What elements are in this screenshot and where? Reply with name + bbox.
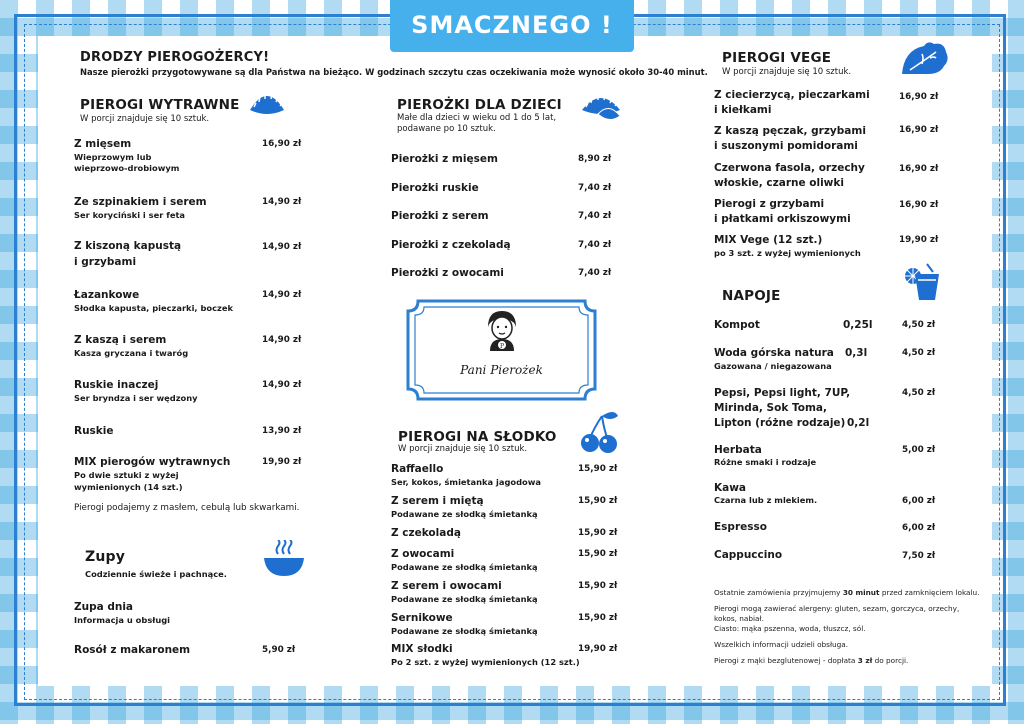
item-price: 7,40 zł <box>578 211 612 221</box>
item-name-line2: włoskie, czarne oliwki <box>714 177 844 189</box>
item-price: 15,90 zł <box>578 496 618 506</box>
item-price: 7,50 zł <box>902 551 936 561</box>
item-name: Ruskie inaczej <box>74 379 159 391</box>
item-name: Z czekoladą <box>391 527 461 539</box>
item-name: MIX słodki <box>391 643 453 655</box>
item-desc: Podawane ze słodką śmietanką <box>391 509 538 519</box>
item-name-line2: i płatkami orkiszowymi <box>714 213 851 225</box>
item-price: 15,90 zł <box>578 613 618 623</box>
item-name: Herbata <box>714 444 762 456</box>
item-desc: Ser, kokos, śmietanka jagodowa <box>391 477 541 487</box>
item-name: Pierożki z owocami <box>391 267 504 279</box>
item-name: Rosół z makaronem <box>74 644 191 656</box>
item-name: Z mięsem <box>74 138 132 150</box>
info-note: Wszelkich informacji udzieli obsługa. <box>714 640 849 649</box>
logo <box>404 297 599 403</box>
note-text: przed zamknięciem lokalu. <box>879 588 980 597</box>
item-name: Pierogi z grzybami <box>714 198 825 210</box>
item-name: Cappuccino <box>714 549 783 561</box>
item-price: 19,90 zł <box>262 457 302 467</box>
slodko-title: PIEROGI NA SŁODKO <box>398 429 557 445</box>
note-text: Ostatnie zamówienia przyjmujemy <box>714 588 843 597</box>
drink-glass-icon <box>903 262 943 302</box>
item-price: 4,50 zł <box>902 348 936 358</box>
item-size: 0,2l <box>847 417 870 429</box>
item-name: Ze szpinakiem i serem <box>74 196 207 208</box>
item-desc: Po 2 szt. z wyżej wymienionych (12 szt.) <box>391 657 580 667</box>
item-desc: wymienionych (14 szt.) <box>74 482 183 492</box>
item-price: 15,90 zł <box>578 581 618 591</box>
item-desc: Podawane ze słodką śmietanką <box>391 594 538 604</box>
item-price: 14,90 zł <box>262 380 302 390</box>
item-name: Z serem i miętą <box>391 495 484 507</box>
allergens-note: Pierogi mogą zawierać alergeny: gluten, sezam, gorczyca, orzechy, <box>714 604 960 613</box>
item-name: MIX Vege (12 szt.) <box>714 234 823 246</box>
napoje-title: NAPOJE <box>722 288 781 304</box>
slodko-subtitle: W porcji znajduje się 10 sztuk. <box>398 444 528 454</box>
item-desc: Różne smaki i rodzaje <box>714 457 817 467</box>
chef-woman-icon <box>484 311 520 351</box>
item-price: 7,40 zł <box>578 268 612 278</box>
item-price: 19,90 zł <box>899 235 939 245</box>
item-name: Z owocami <box>391 548 455 560</box>
wytrawne-subtitle: W porcji znajduje się 10 sztuk. <box>80 114 210 124</box>
vege-subtitle: W porcji znajduje się 10 sztuk. <box>722 67 852 77</box>
closing-note <box>714 588 980 598</box>
item-price: 7,40 zł <box>578 240 612 250</box>
item-name: Kawa <box>714 482 747 494</box>
item-price: 16,90 zł <box>899 92 939 102</box>
dzieci-subtitle: podawane po 10 sztuk. <box>397 124 496 134</box>
item-desc: Kasza gryczana i twaróg <box>74 348 189 358</box>
item-desc: wieprzowo-drobiowym <box>74 163 180 173</box>
item-name: Pierożki z czekoladą <box>391 239 511 251</box>
item-price: 14,90 zł <box>262 290 302 300</box>
item-price: 7,40 zł <box>578 183 612 193</box>
item-desc: Po dwie sztuki z wyżej <box>74 470 179 480</box>
item-price: 5,90 zł <box>262 645 296 655</box>
dumpling-icon <box>248 88 286 118</box>
wytrawne-footnote: Pierogi podajemy z masłem, cebulą lub skwarkami. <box>74 503 300 513</box>
allergens-note: kokos, nabiał. <box>714 614 764 623</box>
item-name-line2: i grzybami <box>74 256 137 268</box>
item-name: Espresso <box>714 521 767 533</box>
svg-text:P: P <box>499 343 505 350</box>
item-price: 5,00 zł <box>902 445 936 455</box>
item-price: 15,90 zł <box>578 464 618 474</box>
zupy-subtitle: Codziennie świeże i pachnące. <box>85 569 227 579</box>
item-name: Pierożki z serem <box>391 210 489 222</box>
note-text: do porcji. <box>872 656 909 665</box>
soup-bowl-icon <box>262 540 306 578</box>
item-price: 14,90 zł <box>262 197 302 207</box>
note-text: Pierogi z mąki bezglutenowej - dopłata <box>714 656 858 665</box>
item-name-line2: Mirinda, Sok Toma, <box>714 402 827 414</box>
item-name: MIX pierogów wytrawnych <box>74 456 231 468</box>
item-name: Czerwona fasola, orzechy <box>714 162 865 174</box>
item-price: 14,90 zł <box>262 335 302 345</box>
logo-text: Pani Pierożek <box>460 363 543 377</box>
wytrawne-title: PIEROGI WYTRAWNE <box>80 97 240 113</box>
item-desc: po 3 szt. z wyżej wymienionych <box>714 248 861 258</box>
item-desc: Podawane ze słodką śmietanką <box>391 562 538 572</box>
item-price: 15,90 zł <box>578 528 618 538</box>
cherries-icon <box>580 408 620 454</box>
item-name: Woda górska natura <box>714 347 834 359</box>
intro-text: Nasze pierożki przygotowywane są dla Państwa na bieżąco. W godzinach szczytu czas oczekiwania może wynosić około 30-40 minut. <box>80 67 708 77</box>
item-desc: Ser koryciński i ser feta <box>74 210 186 220</box>
item-name: Zupa dnia <box>74 601 134 613</box>
item-price: 16,90 zł <box>899 200 939 210</box>
item-desc: Czarna lub z mlekiem. <box>714 495 818 505</box>
item-name-line3: Lipton (różne rodzaje) <box>714 417 846 429</box>
item-price: 4,50 zł <box>902 320 936 330</box>
item-name: Z serem i owocami <box>391 580 502 592</box>
item-name: Pierożki z mięsem <box>391 153 498 165</box>
item-name: Sernikowe <box>391 612 453 624</box>
item-price: 13,90 zł <box>262 426 302 436</box>
item-name-line2: i kiełkami <box>714 104 772 116</box>
item-desc: Wieprzowym lub <box>74 152 152 162</box>
item-price: 4,50 zł <box>902 388 936 398</box>
leaf-icon <box>900 40 950 76</box>
intro-title: DRODZY PIEROGOŻERCY! <box>80 50 270 65</box>
item-desc: Słodka kapusta, pieczarki, boczek <box>74 303 233 313</box>
item-name: Z kiszoną kapustą <box>74 240 182 252</box>
item-price: 16,90 zł <box>899 164 939 174</box>
item-size: 0,25l <box>843 319 873 331</box>
dumpling-icon <box>580 92 622 126</box>
item-name: Raffaello <box>391 463 444 475</box>
item-price: 16,90 zł <box>262 139 302 149</box>
item-desc: Informacja u obsługi <box>74 615 171 625</box>
item-name-line2: i suszonymi pomidorami <box>714 140 858 152</box>
item-name: Pierożki ruskie <box>391 182 479 194</box>
item-name: Z kaszą pęczak, grzybami <box>714 125 866 137</box>
item-name: Łazankowe <box>74 289 140 301</box>
item-size: 0,3l <box>845 347 868 359</box>
note-emphasis: 30 minut <box>842 588 880 597</box>
zupy-title: Zupy <box>85 549 126 565</box>
dough-note: Ciasto: mąka pszenna, woda, tłuszcz, sól. <box>714 624 866 633</box>
dzieci-subtitle: Małe dla dzieci w wieku od 1 do 5 lat, <box>397 113 557 123</box>
item-desc: Ser bryndza i ser wędzony <box>74 393 198 403</box>
note-emphasis: 3 zł <box>857 656 873 665</box>
item-price: 16,90 zł <box>899 125 939 135</box>
banner-title: SMACZNEGO ! <box>390 0 634 52</box>
item-price: 8,90 zł <box>578 154 612 164</box>
vege-title: PIEROGI VEGE <box>722 50 832 66</box>
item-price: 15,90 zł <box>578 549 618 559</box>
item-desc: Podawane ze słodką śmietanką <box>391 626 538 636</box>
item-price: 6,00 zł <box>902 523 936 533</box>
item-price: 6,00 zł <box>902 496 936 506</box>
dzieci-title: PIEROŻKI DLA DZIECI <box>397 97 562 113</box>
item-price: 14,90 zł <box>262 242 302 252</box>
item-name: Kompot <box>714 319 760 331</box>
item-price: 19,90 zł <box>578 644 618 654</box>
item-name: Pepsi, Pepsi light, 7UP, <box>714 387 851 399</box>
item-name: Z kaszą i serem <box>74 334 167 346</box>
item-desc: Gazowana / niegazowana <box>714 361 832 371</box>
gluten-free-note <box>714 656 908 666</box>
item-name: Ruskie <box>74 425 114 437</box>
item-name: Z ciecierzycą, pieczarkami <box>714 89 870 101</box>
